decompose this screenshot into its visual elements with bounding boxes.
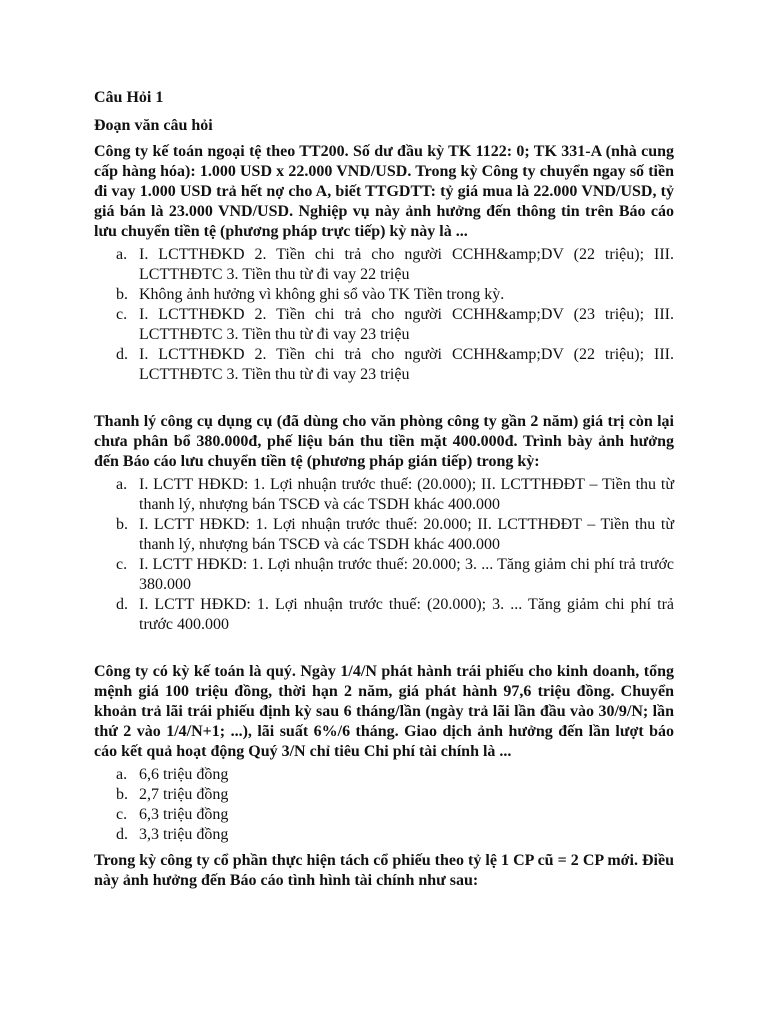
option-text: I. LCTT HĐKD: 1. Lợi nhuận trước thuế: (20.000); II. LCTTHĐĐT – Tiền thu từ thanh lý, nhượng bán TSCĐ và các TSDH khác 400.000 bbox=[139, 476, 674, 513]
option-text: 3,3 triệu đồng bbox=[139, 826, 229, 843]
question-text: Công ty có kỳ kế toán là quý. Ngày 1/4/N phát hành trái phiếu cho kinh doanh, tổng mệnh giá 100 triệu đồng, thời hạn 2 năm, giá phát hành 97,6 triệu đồng. Chuyển khoản trả lãi trái phiếu định kỳ sau 6 tháng/lần (ngày trả lãi lần đầu vào 30/9/N; lần thứ 2 vào 1/4/N+1; ...), lãi suất 6%/6 tháng. Giao dịch ảnh hưởng đến lần lượt báo cáo kết quả hoạt động Quý 3/N chỉ tiêu Chi phí tài chính là ... bbox=[94, 663, 674, 760]
answer-option[interactable] bbox=[94, 245, 674, 285]
answer-option[interactable] bbox=[94, 785, 674, 805]
option-letter: a. bbox=[116, 246, 128, 263]
option-letter: d. bbox=[116, 346, 128, 363]
option-text: I. LCTTHĐKD 2. Tiền chi trả cho người CCHH&amp;DV (22 triệu); III. LCTTHĐTC 3. Tiền thu từ đi vay 22 triệu bbox=[139, 246, 674, 283]
answer-option[interactable] bbox=[94, 805, 674, 825]
answer-option[interactable] bbox=[94, 595, 674, 635]
question-text: Thanh lý công cụ dụng cụ (đã dùng cho văn phòng công ty gần 2 năm) giá trị còn lại chưa phân bổ 380.000đ, phế liệu bán thu tiền mặt 400.000đ. Trình bày ảnh hưởng đến Báo cáo lưu chuyển tiền tệ (phương pháp gián tiếp) trong kỳ: bbox=[94, 413, 674, 470]
option-text: Không ảnh hưởng vì không ghi sổ vào TK Tiền trong kỳ. bbox=[139, 286, 505, 303]
answer-option[interactable] bbox=[94, 825, 674, 845]
option-text: 2,7 triệu đồng bbox=[139, 786, 229, 803]
option-text: 6,6 triệu đồng bbox=[139, 766, 229, 783]
spacer bbox=[94, 635, 674, 658]
document-page bbox=[94, 86, 674, 891]
answer-option[interactable] bbox=[94, 285, 674, 305]
answer-option[interactable] bbox=[94, 475, 674, 515]
option-letter: b. bbox=[116, 516, 128, 533]
option-text: I. LCTT HĐKD: 1. Lợi nhuận trước thuế: 20.000; II. LCTTHĐĐT – Tiền thu từ thanh lý, nhượng bán TSCĐ và các TSDH khác 400.000 bbox=[139, 516, 674, 553]
answer-option[interactable] bbox=[94, 345, 674, 385]
question-text: Trong kỳ công ty cổ phần thực hiện tách cổ phiếu theo tỷ lệ 1 CP cũ = 2 CP mới. Điều này ảnh hưởng đến Báo cáo tình hình tài chính như sau: bbox=[94, 852, 674, 889]
spacer bbox=[94, 385, 674, 408]
option-letter: b. bbox=[116, 286, 128, 303]
question-heading: Câu Hỏi 1 bbox=[94, 89, 164, 106]
answer-options bbox=[94, 245, 674, 385]
answer-option[interactable] bbox=[94, 515, 674, 555]
option-letter: c. bbox=[116, 806, 128, 823]
answer-option[interactable] bbox=[94, 305, 674, 345]
spacer bbox=[94, 845, 674, 847]
answer-options bbox=[94, 475, 674, 635]
passage-heading: Đoạn văn câu hỏi bbox=[94, 117, 213, 134]
option-letter: c. bbox=[116, 306, 128, 323]
answer-option[interactable] bbox=[94, 765, 674, 785]
option-letter: d. bbox=[116, 826, 128, 843]
answer-options bbox=[94, 765, 674, 845]
option-letter: c. bbox=[116, 556, 128, 573]
option-letter: b. bbox=[116, 786, 128, 803]
option-text: I. LCTTHĐKD 2. Tiền chi trả cho người CCHH&amp;DV (22 triệu); III. LCTTHĐTC 3. Tiền thu từ đi vay 23 triệu bbox=[139, 346, 674, 383]
option-letter: a. bbox=[116, 766, 128, 783]
option-letter: d. bbox=[116, 596, 128, 613]
option-text: I. LCTT HĐKD: 1. Lợi nhuận trước thuế: (20.000); 3. ... Tăng giảm chi phí trả trước 400.000 bbox=[139, 596, 674, 633]
answer-option[interactable] bbox=[94, 555, 674, 595]
question-text: Công ty kế toán ngoại tệ theo TT200. Số dư đầu kỳ TK 1122: 0; TK 331-A (nhà cung cấp hàng hóa): 1.000 USD x 22.000 VND/USD. Trong kỳ Công ty chuyển ngay số tiền đi vay 1.000 USD trả hết nợ cho A, biết TTGDTT: tỷ giá mua là 22.000 VND/USD, tỷ giá bán là 23.000 VND/USD. Nghiệp vụ này ảnh hưởng đến thông tin trên Báo cáo lưu chuyển tiền tệ (phương pháp trực tiếp) kỳ này là ... bbox=[94, 143, 674, 240]
option-text: 6,3 triệu đồng bbox=[139, 806, 229, 823]
option-letter: a. bbox=[116, 476, 128, 493]
option-text: I. LCTT HĐKD: 1. Lợi nhuận trước thuế: 20.000; 3. ... Tăng giảm chi phí trả trước 380.000 bbox=[139, 556, 674, 593]
option-text: I. LCTTHĐKD 2. Tiền chi trả cho người CCHH&amp;DV (23 triệu); III. LCTTHĐTC 3. Tiền thu từ đi vay 23 triệu bbox=[139, 306, 674, 343]
